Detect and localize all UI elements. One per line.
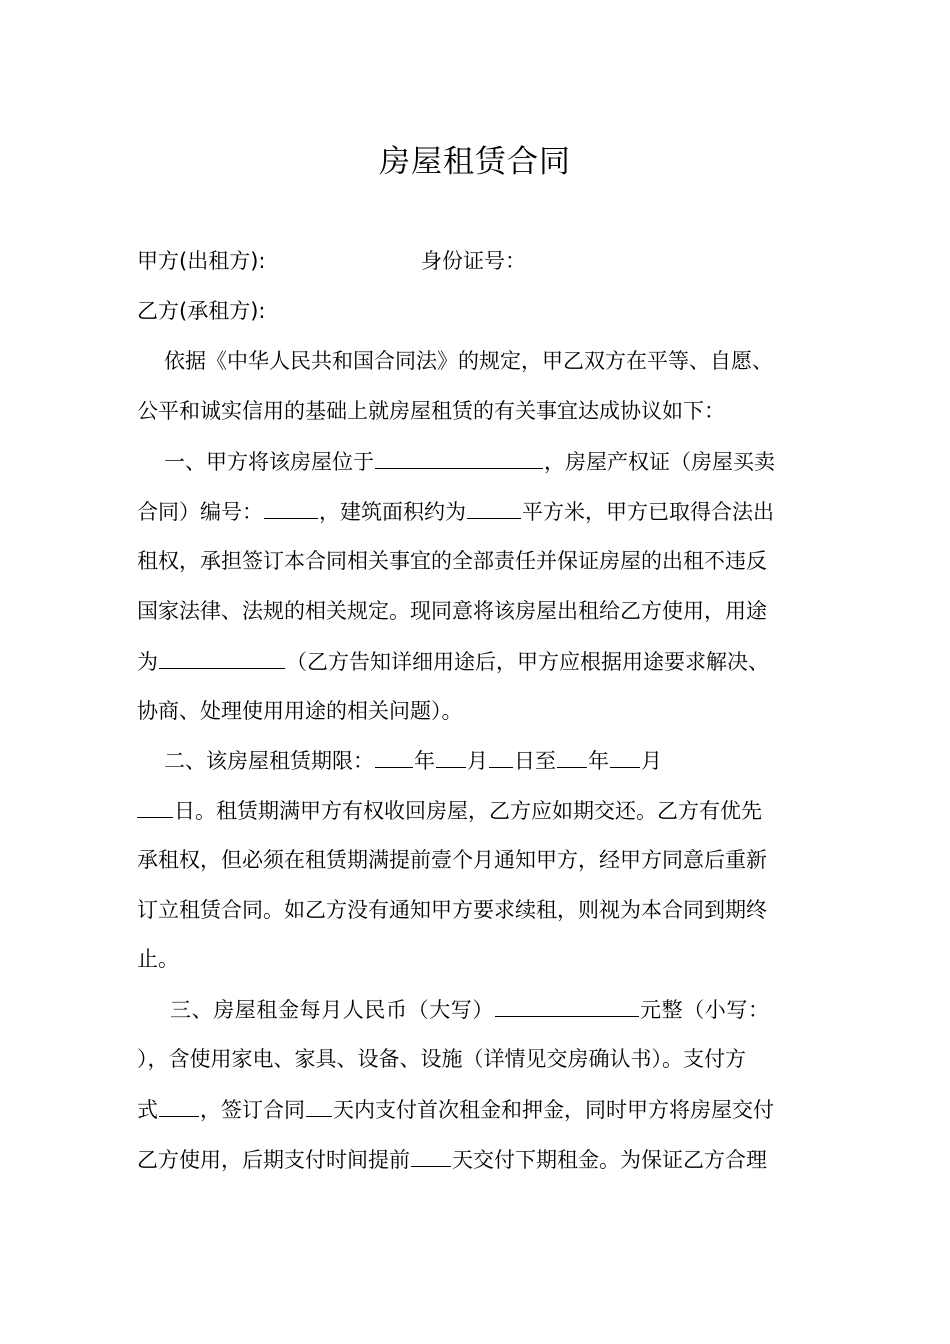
clause3-text-b: 元整（小写： [640,998,770,1022]
month-label-1: 月 [467,749,488,773]
clause3-line-4 [137,1144,767,1175]
clause3-text-d: ，签订合同 [200,1098,305,1122]
id-number-label: 身份证号： [421,249,526,273]
clause1-text-g: （乙方告知详细用途后，甲方应根据用途要求解决、 [286,650,769,674]
year-label-1: 年 [414,749,435,773]
clause1-line-2 [137,496,774,527]
party-a-label: 甲方(出租方): [137,249,266,273]
clause3-text-c: 式 [137,1098,158,1122]
clause3-text-e: 天内支付首次租金和押金，同时甲方将房屋交付 [333,1098,774,1122]
clause3-text-a: 三、房屋租金每月人民币（大写） [170,998,494,1022]
clause2-line-4: 订立租赁合同。如乙方没有通知甲方要求续租，则视为本合同到期终 [137,898,767,922]
first-payment-days-blank [306,1094,332,1117]
clause1-text-e: 平方米，甲方已取得合法出 [522,500,774,524]
party-b-label: 乙方(承租方): [137,299,266,323]
usage-blank [159,646,285,669]
start-year-blank [375,745,413,768]
end-year-blank [557,745,587,768]
clause3-line-1 [170,994,770,1025]
clause1-line-5 [137,646,769,677]
clause2-line-2 [137,795,762,826]
end-day-blank [137,795,173,818]
clause1-text-d: ，建筑面积约为 [319,500,466,524]
certificate-number-blank [264,496,318,519]
clause2-line-5: 止。 [137,947,179,971]
clause1-line-4: 国家法律、法规的相关规定。现同意将该房屋出租给乙方使用，用途 [137,599,767,623]
advance-days-blank [411,1144,451,1167]
start-month-blank [436,745,466,768]
clause2-line-1 [164,745,662,776]
start-day-blank [489,745,513,768]
page-title: 房屋租赁合同 [379,144,571,180]
clause2-text-b: 日。租赁期满甲方有权收回房屋，乙方应如期交还。乙方有优先 [174,799,762,823]
clause1-text-b: ，房屋产权证（房屋买卖 [544,450,775,474]
clause3-line-2: ），含使用家电、家具、设备、设施（详情见交房确认书）。支付方 [137,1047,746,1071]
payment-method-blank [159,1094,199,1117]
rent-amount-words-blank [495,994,639,1017]
day-to-label: 日至 [514,749,556,773]
clause1-text-f: 为 [137,650,158,674]
preamble-line-2: 公平和诚实信用的基础上就房屋租赁的有关事宜达成协议如下： [137,399,725,423]
clause1-line-6: 协商、处理使用用途的相关问题）。 [137,699,463,723]
clause1-line-3: 租权，承担签订本合同相关事宜的全部责任并保证房屋的出租不违反 [137,549,767,573]
clause3-text-g: 天交付下期租金。为保证乙方合理 [452,1148,767,1172]
area-blank [467,496,521,519]
address-blank [375,446,543,469]
clause2-text-a: 二、该房屋租赁期限： [164,749,374,773]
end-month-blank [610,745,640,768]
clause2-line-3: 承租权，但必须在租赁期满提前壹个月通知甲方，经甲方同意后重新 [137,848,767,872]
preamble-line-1: 依据《中华人民共和国合同法》的规定，甲乙双方在平等、自愿、 [164,349,773,373]
clause1-line-1 [164,446,775,477]
clause3-line-3 [137,1094,774,1125]
clause3-text-f: 乙方使用，后期支付时间提前 [137,1148,410,1172]
year-label-2: 年 [588,749,609,773]
month-label-2: 月 [641,749,662,773]
clause1-text-c: 合同）编号： [137,500,263,524]
clause1-text-a: 一、甲方将该房屋位于 [164,450,374,474]
